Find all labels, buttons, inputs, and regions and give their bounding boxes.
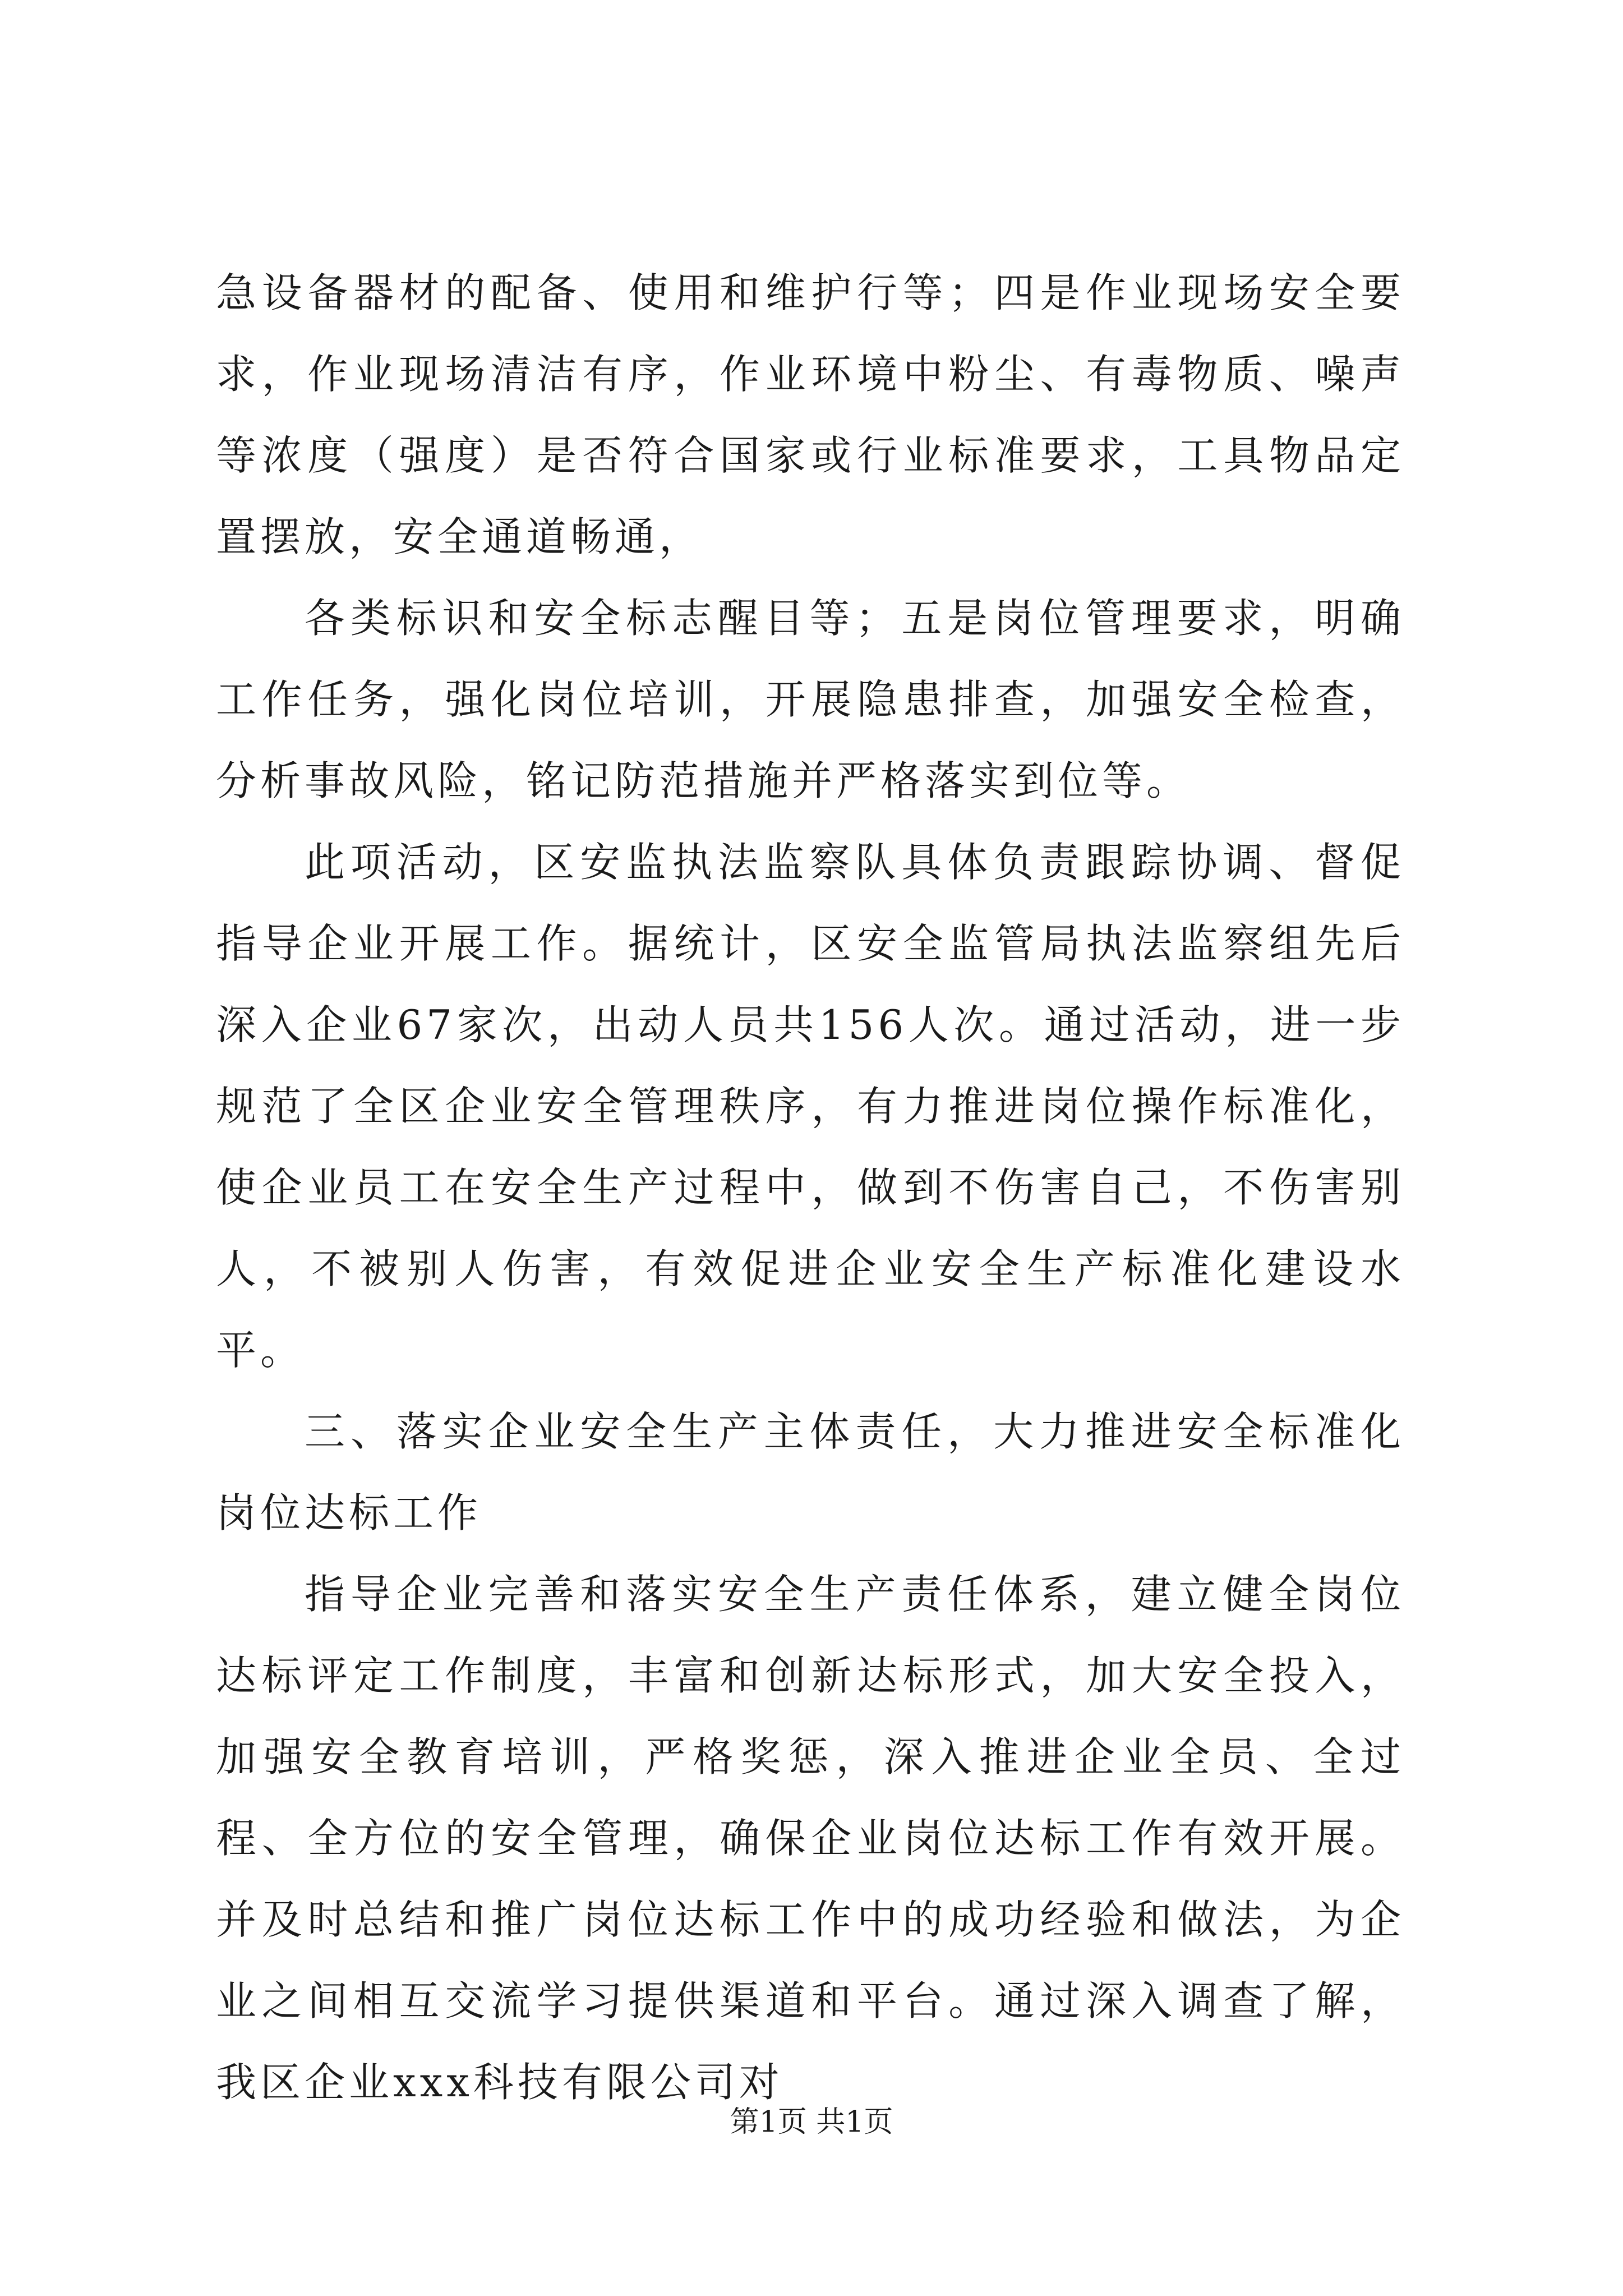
paragraph: 指导企业完善和落实安全生产责任体系，建立健全岗位达标评定工作制度，丰富和创新达标形式，加大安全投入，加强安全教育培训，严格奖惩，深入推进企业全员、全过程、全方位的安全管理，确保企业岗位达标工作有效开展。并及时总结和推广岗位达标工作中的成功经验和做法，为企业之间相互交流学习提供渠道和平台。通过深入调查了解，我区企业xxx科技有限公司对 — [216, 1571, 1405, 2106]
paragraph: 各类标识和安全标志醒目等；五是岗位管理要求，明确工作任务，强化岗位培训，开展隐患排查，加强安全检查，分析事故风险，铭记防范措施并严格落实到位等。 — [216, 595, 1405, 804]
section-heading: 三、落实企业安全生产主体责任，大力推进安全标准化岗位达标工作 — [216, 1408, 1405, 1536]
paragraph: 此项活动，区安监执法监察队具体负责跟踪协调、督促指导企业开展工作。据统计，区安全监管局执法监察组先后深入企业67家次，出动人员共156人次。通过活动，进一步规范了全区企业安全管理秩序，有力推进岗位操作标准化，使企业员工在安全生产过程中，做到不伤害自己，不伤害别人，不被别人伤害，有效促进企业安全生产标准化建设水平。 — [216, 839, 1405, 1374]
page-footer: 第1页 共1页 — [730, 2105, 893, 2139]
document-body — [216, 252, 1405, 2123]
paragraph-continuation: 急设备器材的配备、使用和维护行等；四是作业现场安全要求，作业现场清洁有序，作业环境中粉尘、有毒物质、噪声等浓度（强度）是否符合国家或行业标准要求，工具物品定置摆放，安全通道畅通， — [216, 269, 1405, 560]
